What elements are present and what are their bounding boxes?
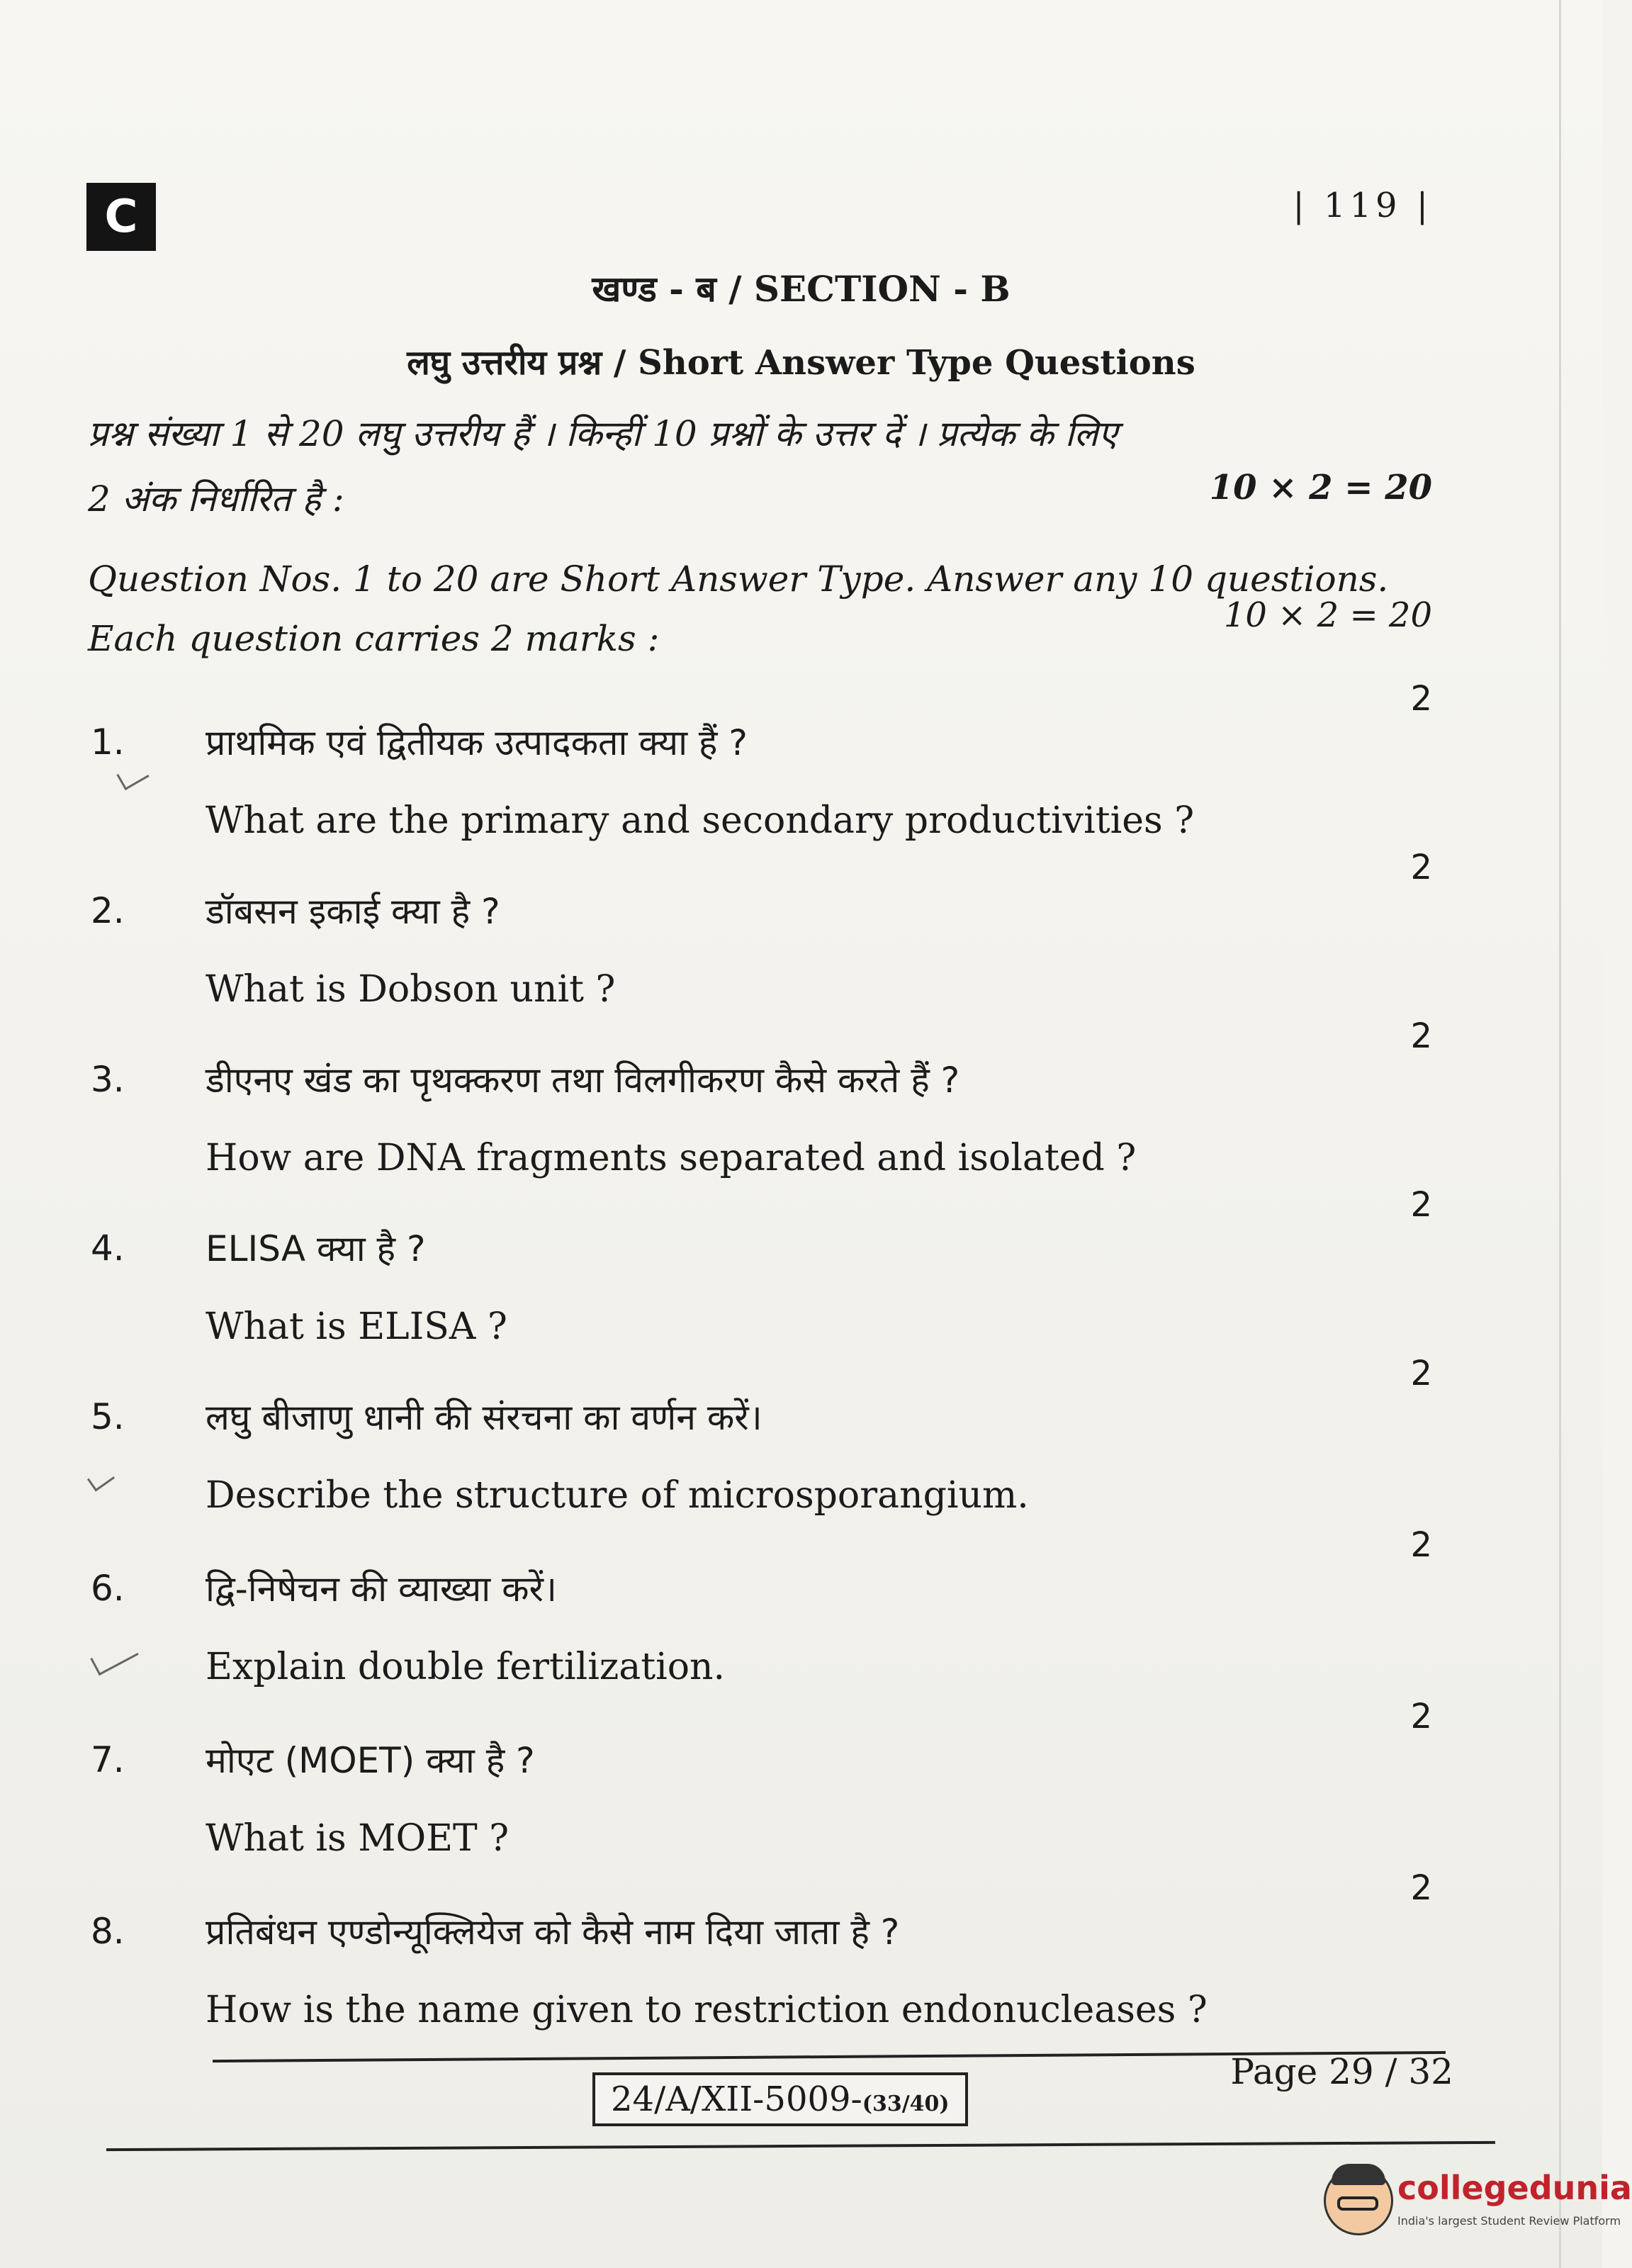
question-hindi: प्राथमिक एवं द्वितीयक उत्पादकता क्या हैं ? xyxy=(206,722,748,763)
question-item xyxy=(0,1868,1602,2038)
question-marks: 2 xyxy=(1410,1868,1432,1908)
set-badge: C xyxy=(86,183,156,251)
question-item xyxy=(0,1016,1602,1186)
question-item xyxy=(0,679,1602,849)
question-english: What is MOET ? xyxy=(206,1817,510,1860)
page-number: | 119 | xyxy=(1293,186,1432,225)
question-number: 7. xyxy=(91,1739,125,1780)
question-marks: 2 xyxy=(1410,1525,1432,1565)
question-hindi: ELISA क्या है ? xyxy=(206,1228,426,1269)
question-number: 3. xyxy=(91,1059,125,1100)
question-item xyxy=(0,1525,1602,1695)
question-item xyxy=(0,1697,1602,1867)
question-hindi: लघु बीजाणु धानी की संरचना का वर्णन करें। xyxy=(206,1397,762,1438)
question-number: 6. xyxy=(91,1568,125,1609)
question-hindi: द्वि-निषेचन की व्याख्या करें। xyxy=(206,1568,557,1610)
section-title: खण्ड - ब / SECTION - B xyxy=(592,268,1011,310)
instruction-english-line2: Each question carries 2 marks : xyxy=(88,618,660,659)
instruction-hindi-marks: 10 × 2 = 20 xyxy=(1209,468,1432,507)
instruction-english-marks: 10 × 2 = 20 xyxy=(1223,595,1432,635)
question-english: How is the name given to restriction endonucleases ? xyxy=(206,1989,1208,2031)
watermark-tagline: India's largest Student Review Platform xyxy=(1397,2214,1621,2228)
question-english: What is ELISA ? xyxy=(206,1306,507,1348)
instruction-hindi-line1: प्रश्न संख्या 1 से 20 लघु उत्तरीय हैं । किन्हीं 10 प्रश्नों के उत्तर दें । प्रत्येक के लिए xyxy=(88,413,1118,454)
collegedunia-watermark xyxy=(1324,2157,1632,2242)
question-english: What is Dobson unit ? xyxy=(206,968,616,1011)
question-marks: 2 xyxy=(1410,1016,1432,1056)
mascot-icon xyxy=(1324,2166,1393,2235)
question-hindi: प्रतिबंधन एण्डोन्यूक्लियेज को कैसे नाम दिया जाता है ? xyxy=(206,1911,900,1953)
question-item xyxy=(0,1185,1602,1355)
paper-code: 24/A/XII-5009- xyxy=(611,2079,862,2119)
question-hindi: डीएनए खंड का पृथक्करण तथा विलगीकरण कैसे करते हैं ? xyxy=(206,1060,960,1101)
question-hindi: डॉबसन इकाई क्या है ? xyxy=(206,891,500,932)
question-marks: 2 xyxy=(1410,1697,1432,1736)
instruction-hindi-line2: 2 अंक निर्धारित है : xyxy=(88,478,344,520)
paper-code-suffix: (33/40) xyxy=(862,2092,950,2116)
question-number: 5. xyxy=(91,1396,125,1437)
question-hindi: मोएट (MOET) क्या है ? xyxy=(206,1740,535,1781)
question-marks: 2 xyxy=(1410,1185,1432,1225)
footer-page-count: Page 29 / 32 xyxy=(1230,2051,1453,2092)
question-english: Explain double fertilization. xyxy=(206,1646,726,1688)
question-number: 1. xyxy=(91,722,125,763)
instruction-english-line1: Question Nos. 1 to 20 are Short Answer Type. Answer any 10 questions. xyxy=(88,558,1389,600)
question-english: How are DNA fragments separated and isolated ? xyxy=(206,1137,1137,1179)
question-english: Describe the structure of microsporangium. xyxy=(206,1474,1029,1517)
question-item xyxy=(0,848,1602,1018)
question-marks: 2 xyxy=(1410,1354,1432,1393)
watermark-brand: collegedunia xyxy=(1397,2169,1632,2207)
question-number: 2. xyxy=(91,890,125,931)
question-english: What are the primary and secondary productivities ? xyxy=(206,799,1195,842)
footer-rule-bottom xyxy=(106,2141,1495,2151)
paper-code-box xyxy=(592,2072,968,2126)
question-number: 8. xyxy=(91,1911,125,1952)
question-item xyxy=(0,1354,1602,1524)
question-number: 4. xyxy=(91,1228,125,1269)
section-subtitle: लघु उत्तरीय प्रश्न / Short Answer Type Questions xyxy=(407,343,1195,383)
question-marks: 2 xyxy=(1410,848,1432,887)
question-marks: 2 xyxy=(1410,679,1432,719)
